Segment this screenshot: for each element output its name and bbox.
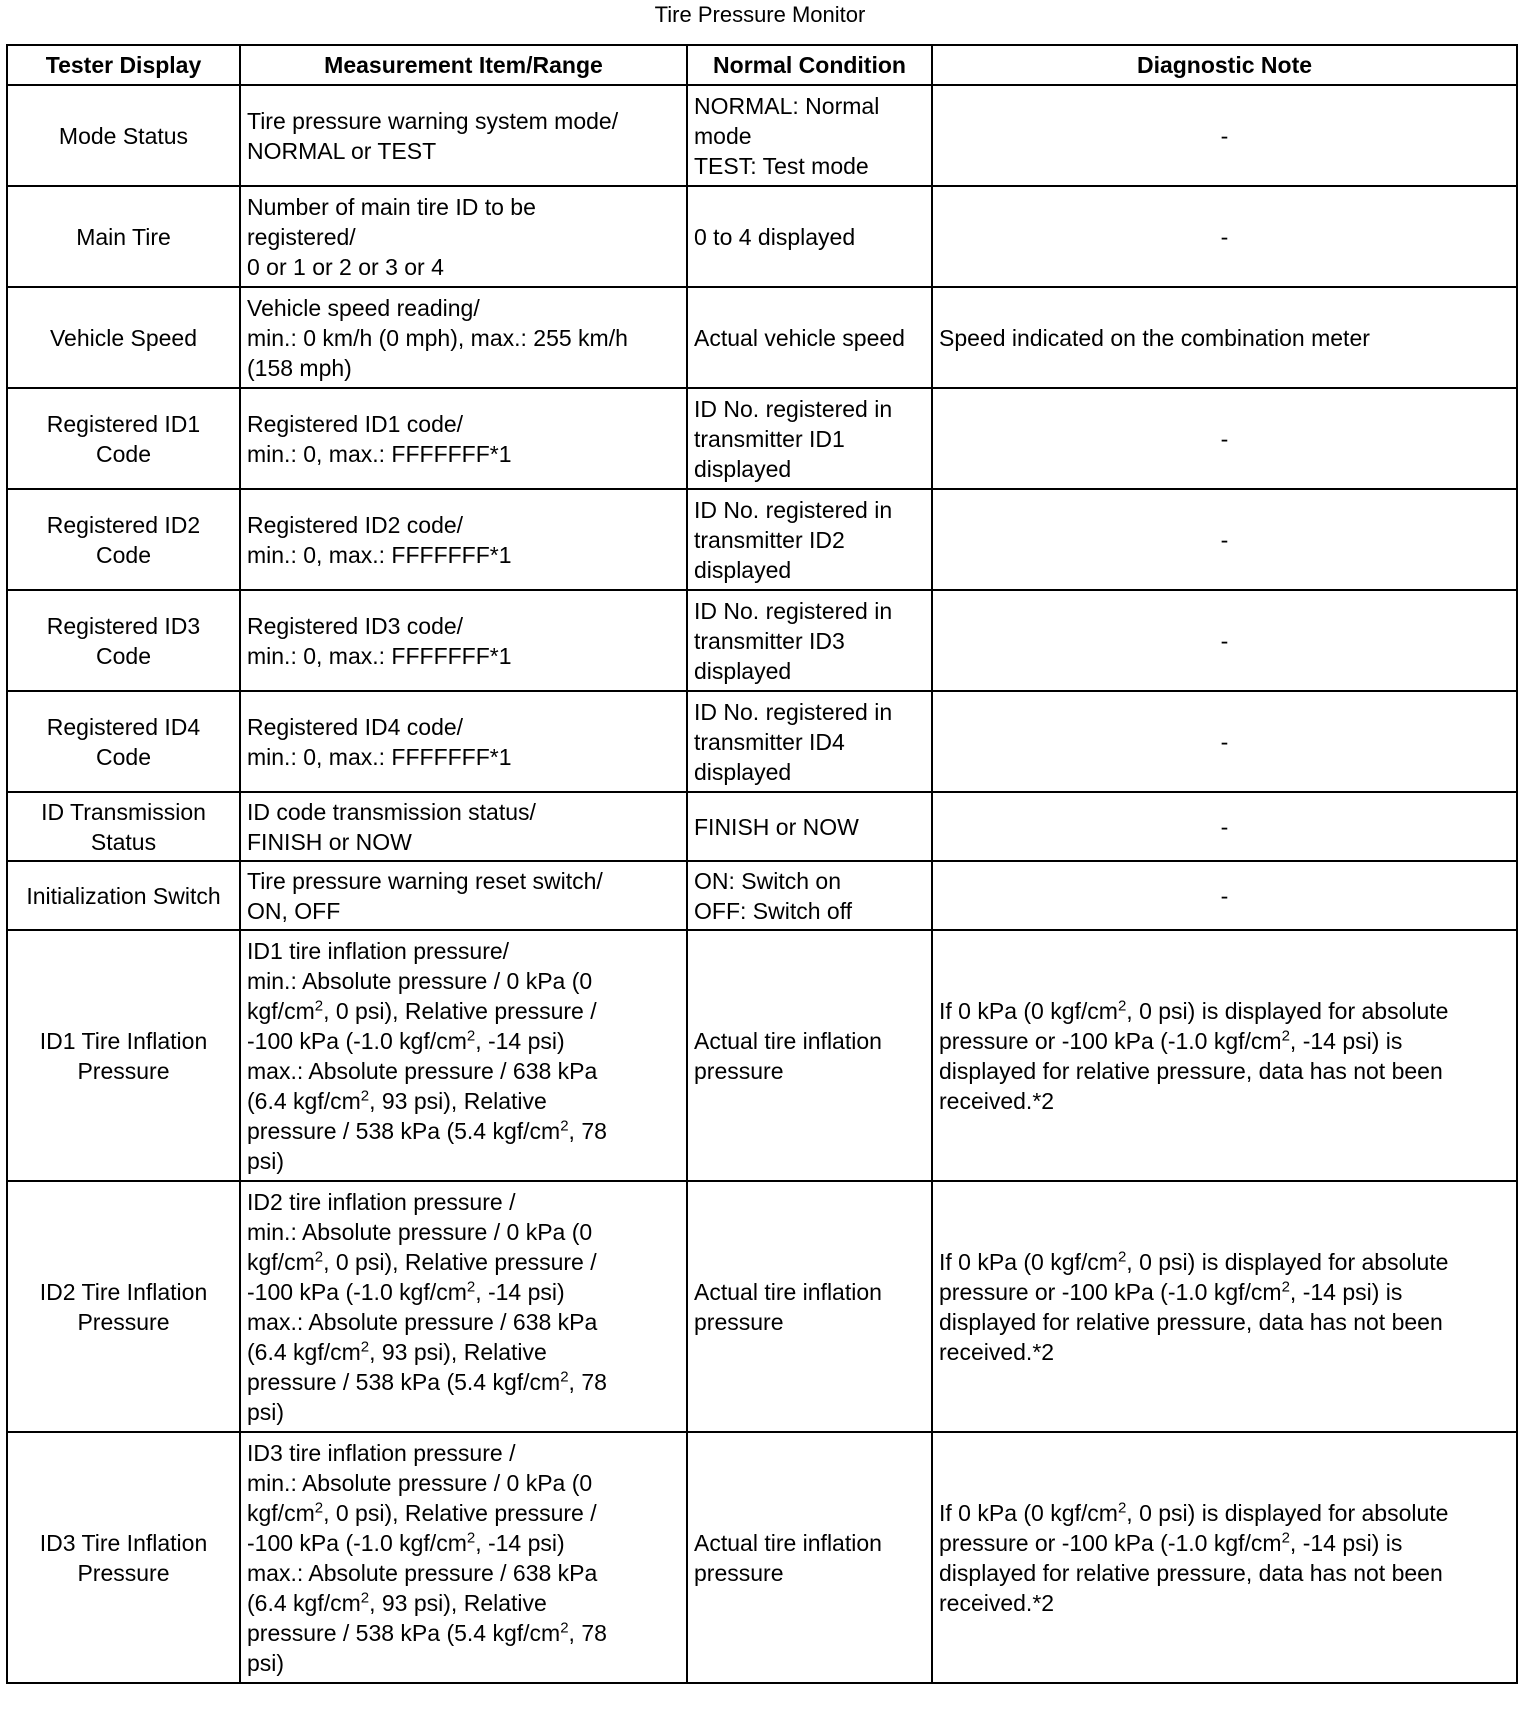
table-row bbox=[7, 85, 1517, 186]
cell-normal-condition: ID No. registered in transmitter ID4 displayed bbox=[687, 691, 932, 792]
cell-measurement: ID2 tire inflation pressure / min.: Absolute pressure / 0 kPa (0 kgf/$cm^2$, 0 psi), Relative pressure / -100 kPa (-1.0 kgf/$cm^2$, -14 psi) max.: Absolute pressure / 638 kPa (6.4 kgf/$cm^2$, 93 psi), Relative pressure / 538 kPa (5.4 kgf/$cm^2$, 78 psi) bbox=[240, 1181, 687, 1432]
cell-tester-display: Registered ID1 Code bbox=[7, 388, 240, 489]
header-measurement-item: Measurement Item/Range bbox=[240, 45, 687, 85]
cell-tester-display: Registered ID4 Code bbox=[7, 691, 240, 792]
cell-diagnostic-note: - bbox=[932, 489, 1517, 590]
cell-measurement: Number of main tire ID to be registered/ 0 or 1 or 2 or 3 or 4 bbox=[240, 186, 687, 287]
cell-measurement: Registered ID2 code/ min.: 0, max.: FFFFFFF*1 bbox=[240, 489, 687, 590]
cell-measurement: ID1 tire inflation pressure/ min.: Absolute pressure / 0 kPa (0 kgf/$cm^2$, 0 psi), Relative pressure / -100 kPa (-1.0 kgf/$cm^2$, -14 psi) max.: Absolute pressure / 638 kPa (6.4 kgf/$cm^2$, 93 psi), Relative pressure / 538 kPa (5.4 kgf/$cm^2$, 78 psi) bbox=[240, 930, 687, 1181]
header-row bbox=[7, 45, 1517, 85]
table-row bbox=[7, 792, 1517, 861]
cell-tester-display: Initialization Switch bbox=[7, 861, 240, 930]
cell-normal-condition: ID No. registered in transmitter ID2 displayed bbox=[687, 489, 932, 590]
table-row bbox=[7, 930, 1517, 1181]
cell-normal-condition: Actual tire inflation pressure bbox=[687, 1432, 932, 1683]
table-row bbox=[7, 186, 1517, 287]
cell-diagnostic-note: - bbox=[932, 388, 1517, 489]
cell-normal-condition: ID No. registered in transmitter ID3 displayed bbox=[687, 590, 932, 691]
cell-measurement: Tire pressure warning reset switch/ ON, OFF bbox=[240, 861, 687, 930]
cell-diagnostic-note: If 0 kPa (0 kgf/$cm^2$, 0 psi) is displayed for absolute pressure or -100 kPa (-1.0 kgf/$cm^2$, -14 psi) is displayed for relative pressure, data has not been received.*2 bbox=[932, 1432, 1517, 1683]
header-tester-display: Tester Display bbox=[7, 45, 240, 85]
cell-measurement: ID3 tire inflation pressure / min.: Absolute pressure / 0 kPa (0 kgf/$cm^2$, 0 psi), Relative pressure / -100 kPa (-1.0 kgf/$cm^2$, -14 psi) max.: Absolute pressure / 638 kPa (6.4 kgf/$cm^2$, 93 psi), Relative pressure / 538 kPa (5.4 kgf/$cm^2$, 78 psi) bbox=[240, 1432, 687, 1683]
table-row bbox=[7, 388, 1517, 489]
cell-diagnostic-note: - bbox=[932, 691, 1517, 792]
cell-diagnostic-note: Speed indicated on the combination meter bbox=[932, 287, 1517, 388]
cell-tester-display: Registered ID3 Code bbox=[7, 590, 240, 691]
table-row bbox=[7, 1432, 1517, 1683]
cell-tester-display: ID1 Tire Inflation Pressure bbox=[7, 930, 240, 1181]
cell-normal-condition: Actual tire inflation pressure bbox=[687, 930, 932, 1181]
cell-normal-condition: 0 to 4 displayed bbox=[687, 186, 932, 287]
cell-measurement: Tire pressure warning system mode/ NORMAL or TEST bbox=[240, 85, 687, 186]
cell-diagnostic-note: - bbox=[932, 590, 1517, 691]
cell-normal-condition: FINISH or NOW bbox=[687, 792, 932, 861]
cell-tester-display: ID2 Tire Inflation Pressure bbox=[7, 1181, 240, 1432]
table-row bbox=[7, 691, 1517, 792]
cell-diagnostic-note: If 0 kPa (0 kgf/$cm^2$, 0 psi) is displayed for absolute pressure or -100 kPa (-1.0 kgf/$cm^2$, -14 psi) is displayed for relative pressure, data has not been received.*2 bbox=[932, 930, 1517, 1181]
cell-tester-display: Mode Status bbox=[7, 85, 240, 186]
cell-normal-condition: ID No. registered in transmitter ID1 displayed bbox=[687, 388, 932, 489]
table-row bbox=[7, 861, 1517, 930]
cell-tester-display: Main Tire bbox=[7, 186, 240, 287]
cell-tester-display: ID3 Tire Inflation Pressure bbox=[7, 1432, 240, 1683]
table-row bbox=[7, 1181, 1517, 1432]
cell-diagnostic-note: - bbox=[932, 792, 1517, 861]
cell-measurement: ID code transmission status/ FINISH or NOW bbox=[240, 792, 687, 861]
cell-tester-display: Registered ID2 Code bbox=[7, 489, 240, 590]
cell-normal-condition: NORMAL: Normal mode TEST: Test mode bbox=[687, 85, 932, 186]
cell-tester-display: ID Transmission Status bbox=[7, 792, 240, 861]
table-row bbox=[7, 489, 1517, 590]
cell-tester-display: Vehicle Speed bbox=[7, 287, 240, 388]
cell-diagnostic-note: - bbox=[932, 85, 1517, 186]
cell-measurement: Registered ID3 code/ min.: 0, max.: FFFFFFF*1 bbox=[240, 590, 687, 691]
cell-diagnostic-note: - bbox=[932, 861, 1517, 930]
cell-measurement: Vehicle speed reading/ min.: 0 km/h (0 mph), max.: 255 km/h (158 mph) bbox=[240, 287, 687, 388]
page-title: Tire Pressure Monitor bbox=[654, 2, 866, 27]
cell-normal-condition: Actual tire inflation pressure bbox=[687, 1181, 932, 1432]
table-row bbox=[7, 590, 1517, 691]
cell-measurement: Registered ID1 code/ min.: 0, max.: FFFFFFF*1 bbox=[240, 388, 687, 489]
cell-normal-condition: ON: Switch on OFF: Switch off bbox=[687, 861, 932, 930]
cell-normal-condition: Actual vehicle speed bbox=[687, 287, 932, 388]
header-diagnostic-note: Diagnostic Note bbox=[932, 45, 1517, 85]
cell-measurement: Registered ID4 code/ min.: 0, max.: FFFFFFF*1 bbox=[240, 691, 687, 792]
cell-diagnostic-note: If 0 kPa (0 kgf/$cm^2$, 0 psi) is displayed for absolute pressure or -100 kPa (-1.0 kgf/$cm^2$, -14 psi) is displayed for relative pressure, data has not been received.*2 bbox=[932, 1181, 1517, 1432]
tire-pressure-monitor-table bbox=[6, 44, 1518, 1684]
cell-diagnostic-note: - bbox=[932, 186, 1517, 287]
table-row bbox=[7, 287, 1517, 388]
header-normal-condition: Normal Condition bbox=[687, 45, 932, 85]
